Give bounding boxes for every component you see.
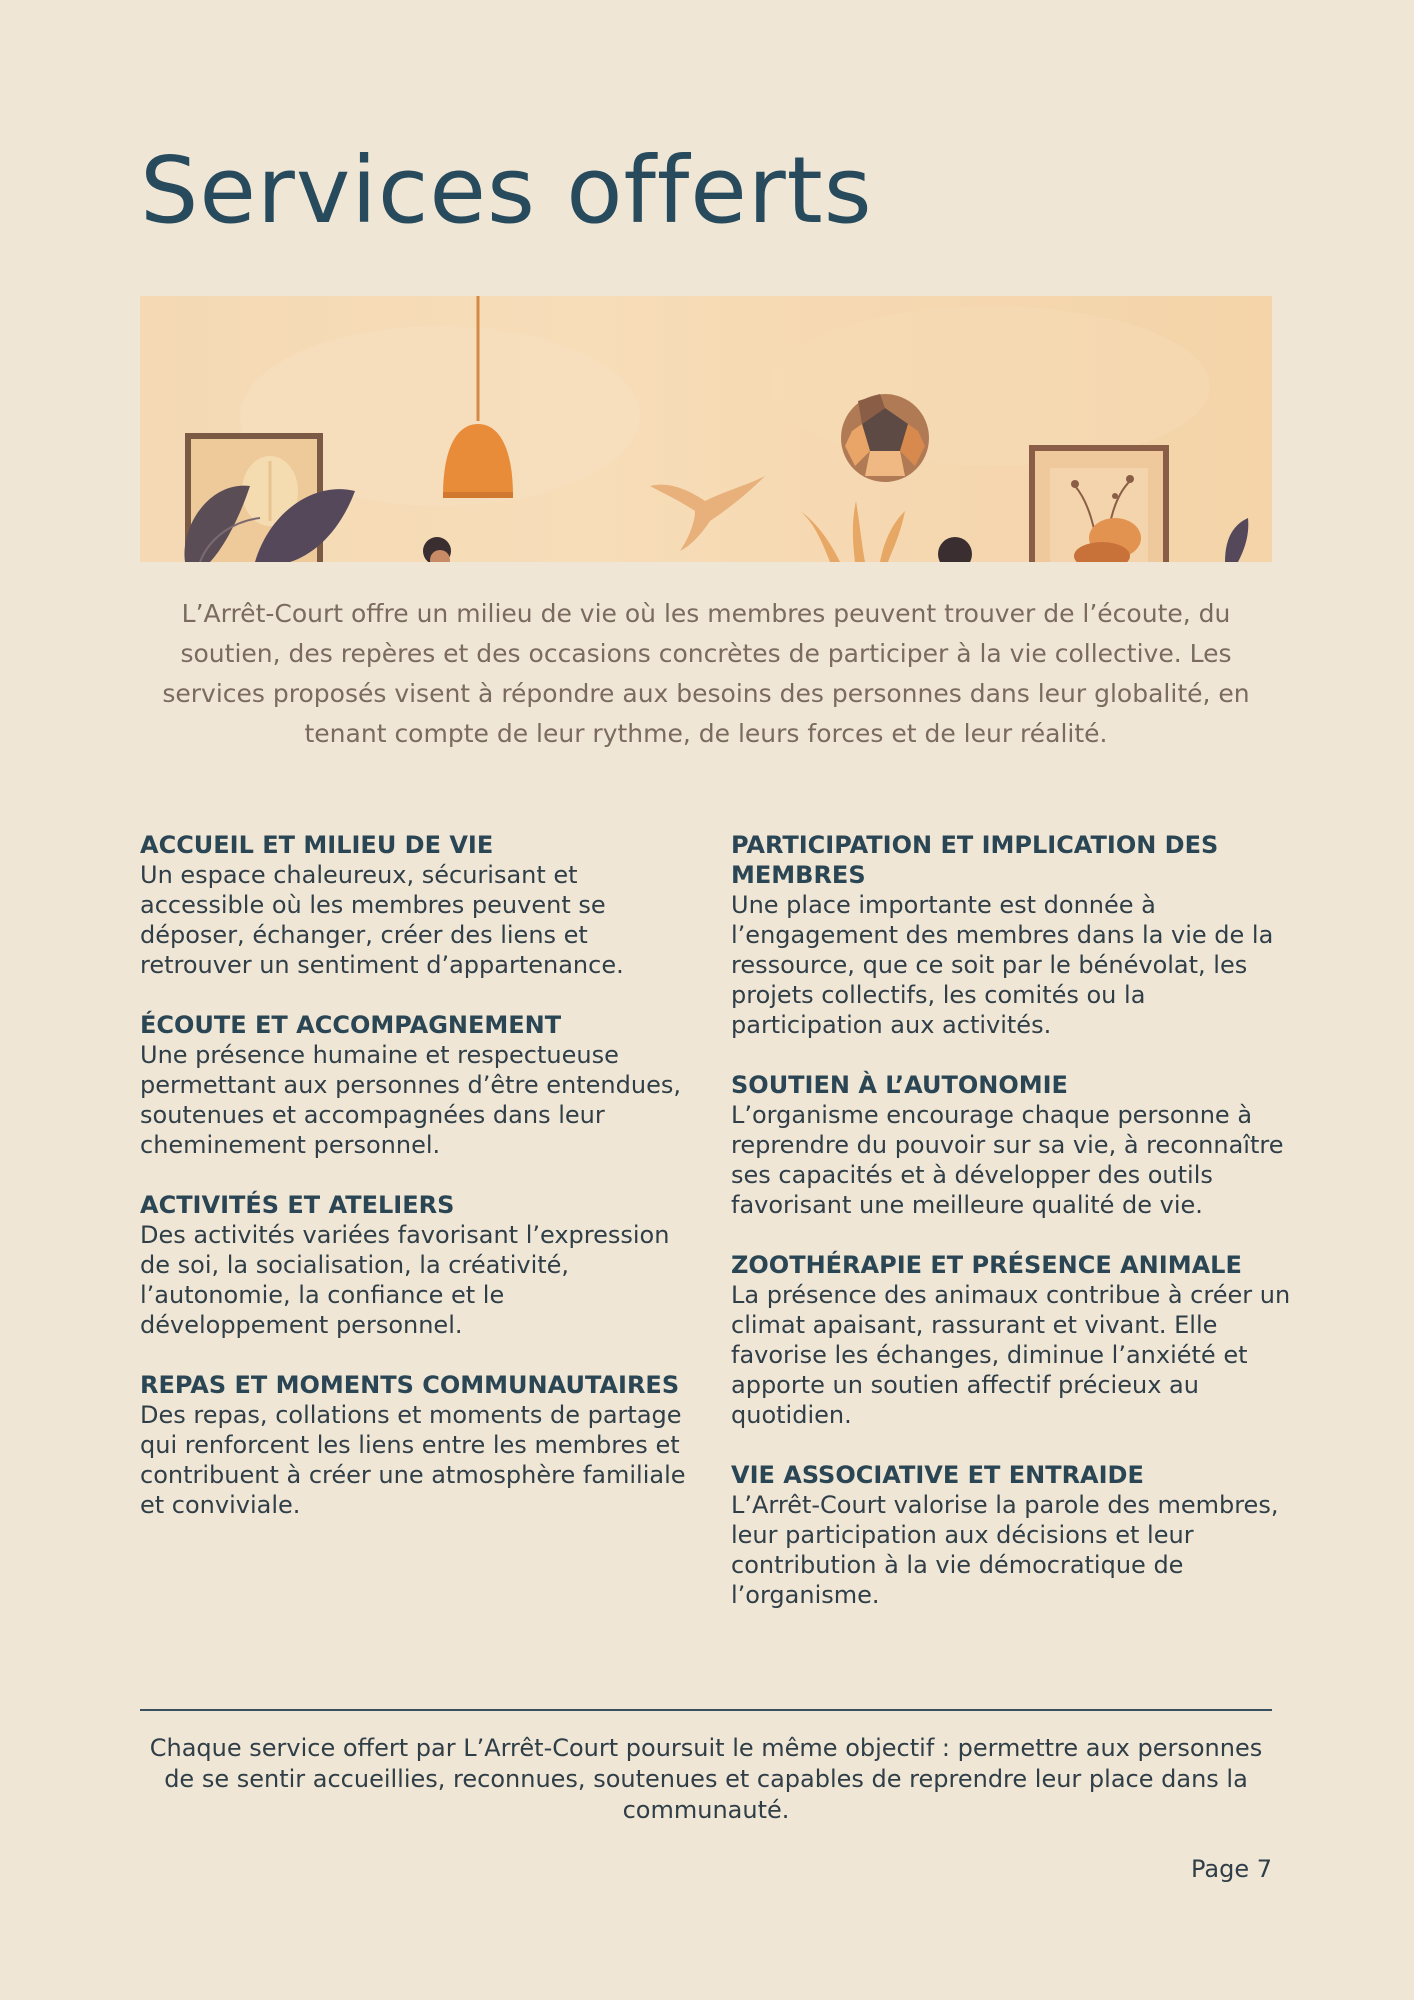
divider: [140, 1709, 1272, 1711]
service-heading: VIE ASSOCIATIVE ET ENTRAIDE: [731, 1461, 1144, 1489]
services-column-right: [731, 830, 1291, 1640]
service-heading: ACTIVITÉS ET ATELIERS: [140, 1191, 455, 1219]
service-description: Un espace chaleureux, sécurisant et accessible où les membres peuvent se déposer, échanger, créer des liens et retrouver un sentiment d’appartenance.: [140, 861, 624, 979]
bird-icon: [650, 476, 765, 551]
service-heading: ZOOTHÉRAPIE ET PRÉSENCE ANIMALE: [731, 1251, 1242, 1279]
service-heading: REPAS ET MOMENTS COMMUNAUTAIRES: [140, 1371, 680, 1399]
service-section: [140, 1010, 700, 1160]
service-section: [140, 830, 700, 980]
service-description: Une présence humaine et respectueuse permettant aux personnes d’être entendues, soutenues et accompagnées dans leur cheminement personnel.: [140, 1041, 681, 1159]
person-icon: [938, 537, 972, 562]
service-heading: ACCUEIL ET MILIEU DE VIE: [140, 831, 494, 859]
services-column-left: [140, 830, 700, 1550]
service-description: Des activités variées favorisant l’expression de soi, la socialisation, la créativité, l’autonomie, la confiance et le développement personnel.: [140, 1221, 670, 1339]
service-description: L’organisme encourage chaque personne à reprendre du pouvoir sur sa vie, à reconnaître ses capacités et à développer des outils favorisant une meilleure qualité de vie.: [731, 1101, 1284, 1219]
service-section: [731, 830, 1291, 1040]
page-title: Services offerts: [140, 137, 873, 244]
service-heading: PARTICIPATION ET IMPLICATION DES MEMBRES: [731, 831, 1219, 889]
service-heading: ÉCOUTE ET ACCOMPAGNEMENT: [140, 1011, 562, 1039]
service-section: [731, 1070, 1291, 1220]
service-description: Une place importante est donnée à l’engagement des membres dans la vie de la ressource, que ce soit par le bénévolat, les projets collectifs, les comités ou la participation aux activités.: [731, 891, 1274, 1039]
service-section: [731, 1460, 1291, 1610]
closing-statement: Chaque service offert par L’Arrêt-Court poursuit le même objectif : permettre aux personnes de se sentir accueillies, reconnues, soutenues et capables de reprendre leur place dans la communauté.: [149, 1734, 1263, 1824]
person-icon: [423, 537, 451, 562]
service-heading: SOUTIEN À L’AUTONOMIE: [731, 1071, 1068, 1099]
service-section: [140, 1370, 700, 1520]
ball-icon: [841, 394, 929, 482]
page-number: Page 7: [1191, 1855, 1272, 1883]
intro-paragraph: L’Arrêt-Court offre un milieu de vie où les membres peuvent trouver de l’écoute, du soutien, des repères et des occasions concrètes de participer à la vie collective. Les services proposés visent à répondre aux besoins des personnes dans leur globalité, en tenant compte de leur rythme, de leurs forces et de leur réalité.: [162, 599, 1250, 748]
service-section: [140, 1190, 700, 1340]
banner-illustration: [140, 296, 1272, 562]
service-description: La présence des animaux contribue à créer un climat apaisant, rassurant et vivant. Elle favorise les échanges, diminue l’anxiété et apporte un soutien affectif précieux au quotidien.: [731, 1281, 1291, 1429]
service-section: [731, 1250, 1291, 1430]
service-description: Des repas, collations et moments de partage qui renforcent les liens entre les membres et contribuent à créer une atmosphère familiale et conviviale.: [140, 1401, 686, 1519]
service-description: L’Arrêt-Court valorise la parole des membres, leur participation aux décisions et leur contribution à la vie démocratique de l’organisme.: [731, 1491, 1279, 1609]
